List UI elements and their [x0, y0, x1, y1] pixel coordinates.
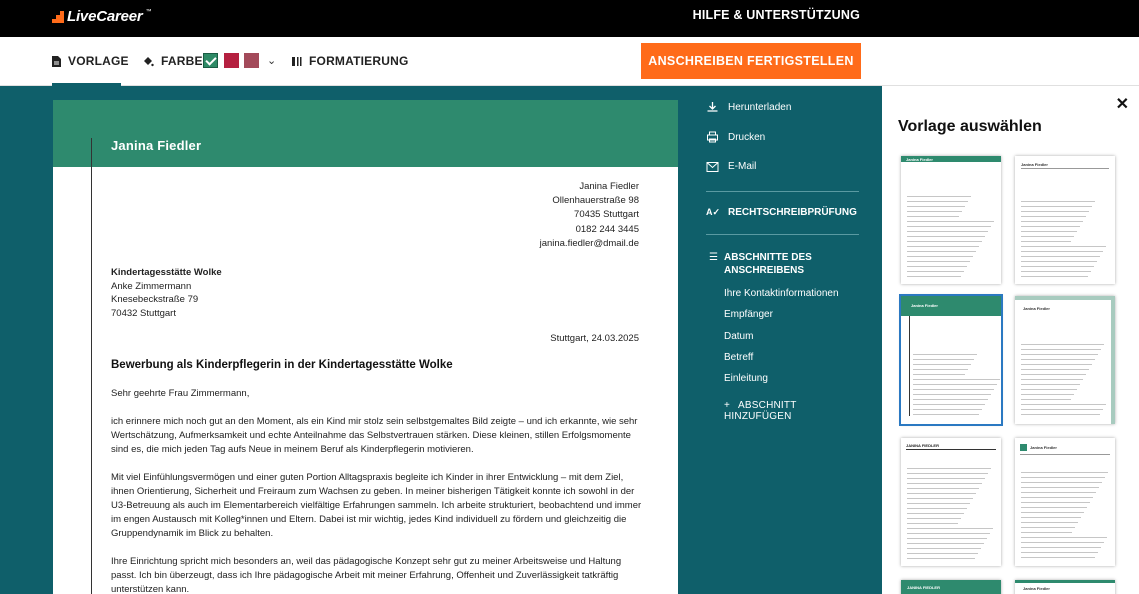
thumbnail-text-line: [1021, 354, 1098, 355]
template-thumbnail[interactable]: Janina Fiedler: [1015, 438, 1115, 566]
section-link[interactable]: Ihre Kontaktinformationen: [724, 288, 839, 299]
thumbnail-text-line: [907, 528, 993, 529]
thumbnail-text-line: [913, 409, 982, 410]
thumbnail-text-line: [1021, 542, 1104, 543]
template-tab[interactable]: [52, 54, 129, 68]
thumbnail-text-line: [1021, 379, 1083, 380]
salutation: Sehr geehrte Frau Zimmermann,: [111, 388, 250, 399]
thumbnail-text-line: [907, 473, 988, 474]
formatting-icon: [292, 56, 302, 67]
editor-toolbar: [0, 37, 1139, 86]
formatting-tab-label: FORMATIERUNG: [309, 54, 409, 68]
list-icon: ☰: [709, 252, 718, 263]
sender-email: janina.fiedler@dmail.de: [539, 237, 639, 249]
thumbnail-text-line: [1021, 231, 1077, 232]
thumbnail-text-line: [907, 483, 982, 484]
thumbnail-text-line: [913, 369, 968, 370]
paragraph-1: ich erinnere mich noch gut an den Moment, als ein Kind mir stolz sein selbstgemaltes Bild zeigte – und ich erkannte, wie sehr Wertschätzung, Aufmerksamkeit und echte Anteilnahme das Selbstvertrauen stärken. Diese kleinen, stillen Erfolgsmomente sind es, die mich jeden Tag aufs Neue in meinem Beruf als Kinderpflegerin motivieren.: [111, 416, 638, 455]
plus-icon: +: [724, 400, 731, 411]
thumbnail-text-line: [1021, 482, 1102, 483]
thumbnail-text-line: [907, 276, 961, 277]
thumbnail-text-line: [1021, 497, 1093, 498]
thumbnail-text-line: [1021, 507, 1087, 508]
thumbnail-text-line: [1021, 271, 1091, 272]
add-section-button[interactable]: [724, 400, 859, 422]
thumbnail-text-line: [1021, 369, 1089, 370]
thumbnail-text-line: [907, 493, 976, 494]
color-tab[interactable]: [143, 54, 203, 68]
section-link[interactable]: Empfänger: [724, 309, 773, 320]
thumbnail-text-line: [1021, 394, 1074, 395]
thumbnail-text-line: [1021, 389, 1077, 390]
top-bar: [0, 0, 1139, 37]
color-swatch-mauve[interactable]: [244, 53, 259, 68]
thumbnail-text-line: [907, 226, 991, 227]
thumbnail-text-line: [1021, 246, 1106, 247]
color-swatch-red[interactable]: [224, 53, 239, 68]
thumbnail-text-line: [1021, 557, 1095, 558]
thumbnail-text-line: [907, 251, 976, 252]
thumbnail-text-line: [1021, 487, 1099, 488]
thumbnail-text-line: [907, 538, 987, 539]
color-swatch-green[interactable]: [203, 53, 218, 68]
thumbnail-text-line: [907, 221, 994, 222]
thumbnail-text-line: [907, 558, 975, 559]
active-tab-underline: [52, 83, 121, 86]
thumbnail-text-line: [1021, 532, 1072, 533]
thumbnail-text-line: [1021, 201, 1095, 202]
thumbnail-text-line: [913, 404, 985, 405]
thumbnail-text-line: [913, 354, 977, 355]
cover-letter-preview[interactable]: [53, 100, 678, 594]
thumbnail-text-line: [907, 508, 967, 509]
thumbnail-text-line: [907, 206, 965, 207]
thumbnail-text-line: [907, 231, 988, 232]
download-action[interactable]: [706, 101, 791, 113]
thumbnail-text-line: [1021, 512, 1084, 513]
thumbnail-text-line: [907, 513, 964, 514]
document-vertical-rule: [91, 138, 92, 594]
sender-phone: 0182 244 3445: [575, 223, 639, 235]
thumbnail-text-line: [913, 394, 991, 395]
thumbnail-text-line: [1021, 522, 1078, 523]
thumbnail-text-line: [907, 271, 964, 272]
spellcheck-label: RECHTSCHREIBPRÜFUNG: [728, 207, 857, 218]
thumbnail-text-line: [907, 211, 962, 212]
thumbnail-text-line: [1021, 349, 1101, 350]
template-panel: [882, 86, 1139, 594]
document-icon: [52, 56, 61, 67]
thumbnail-text-line: [907, 241, 982, 242]
thumbnail-text-line: [1021, 261, 1097, 262]
thumbnail-text-line: [907, 196, 971, 197]
sender-block: [540, 180, 639, 251]
formatting-tab[interactable]: [292, 54, 409, 68]
thumbnail-text-line: [1021, 251, 1103, 252]
thumbnail-text-line: [907, 236, 985, 237]
thumbnail-text-line: [907, 216, 959, 217]
livecareer-logo[interactable]: LiveCareer ™: [52, 8, 152, 25]
thumbnail-text-line: [913, 364, 971, 365]
thumbnail-text-line: [907, 201, 968, 202]
thumbnail-text-line: [1021, 236, 1074, 237]
sender-street: Ollenhauerstraße 98: [552, 195, 639, 207]
thumbnail-text-line: [1021, 211, 1089, 212]
thumbnail-text-line: [907, 503, 970, 504]
divider: [706, 191, 859, 192]
recipient-city: 70432 Stuttgart: [111, 307, 176, 319]
document-name: Janina Fiedler: [111, 138, 202, 153]
thumbnail-text-line: [913, 414, 979, 415]
section-link[interactable]: Betreff: [724, 352, 754, 363]
add-section-label: ABSCHNITT HINZUFÜGEN: [724, 400, 797, 422]
thumbnail-text-line: [907, 548, 981, 549]
sender-name: Janina Fiedler: [579, 181, 639, 192]
template-thumbnail[interactable]: Janina Fiedler: [1015, 156, 1115, 284]
section-link[interactable]: Einleitung: [724, 373, 768, 384]
recipient-block: [111, 266, 222, 320]
recipient-street: Knesebeckstraße 79: [111, 294, 199, 305]
thumbnail-text-line: [1021, 216, 1086, 217]
thumbnail-text-line: [907, 543, 984, 544]
thumbnail-text-line: [1021, 374, 1086, 375]
thumbnail-text-line: [907, 518, 961, 519]
thumbnail-text-line: [1021, 384, 1080, 385]
sender-city: 70435 Stuttgart: [574, 209, 639, 221]
template-thumbnail[interactable]: Janina Fiedler: [901, 156, 1001, 284]
thumbnail-text-line: [907, 478, 985, 479]
divider: [706, 234, 859, 235]
recipient-person: Anke Zimmermann: [111, 280, 192, 292]
thumbnail-text-line: [907, 256, 973, 257]
thumbnail-text-line: [913, 399, 988, 400]
template-thumbnail-selected[interactable]: Janina Fiedler: [901, 296, 1001, 424]
envelope-icon: [706, 162, 719, 172]
letter-subject: Bewerbung als Kinderpflegerin in der Kindertagesstätte Wolke: [111, 359, 453, 371]
thumbnail-text-line: [1021, 409, 1103, 410]
paragraph-2: Mit viel Einfühlungsvermögen und einer guten Portion Alltagspraxis begleite ich Kinder in ihrer Entwicklung – mit dem Ziel, ihnen Orientierung, Sicherheit und Freiraum zum Wachsen zu geben. In meiner bisherigen Tätigkeit konnte ich sowohl in der U3-Betreuung als auch im Elementarbereich vielfältige Erfahrungen sammeln. Ich arbeite strukturiert, beobachtend und immer im engen Austausch mit Kolleg*innen und Eltern. Dabei ist mir wichtig, jedes Kind individuell zu fördern und gleichzeitig die Gruppendynamik im Blick zu behalten.: [111, 472, 642, 539]
thumbnail-text-line: [1021, 404, 1106, 405]
thumbnail-text-line: [907, 261, 970, 262]
close-icon[interactable]: ✕: [1115, 96, 1129, 113]
printer-icon: [706, 131, 719, 143]
thumbnail-text-line: [1021, 221, 1083, 222]
print-label: Drucken: [728, 131, 766, 143]
help-support-link[interactable]: HILFE & UNTERSTÜTZUNG: [692, 8, 860, 22]
thumbnail-text-line: [1021, 517, 1081, 518]
spellcheck-action[interactable]: [706, 207, 857, 218]
letter-body: [111, 387, 646, 594]
letter-date: Stuttgart, 24.03.2025: [550, 333, 639, 344]
thumbnail-text-line: [1021, 492, 1096, 493]
thumbnail-text-line: [913, 374, 965, 375]
section-link[interactable]: Datum: [724, 331, 754, 342]
thumbnail-text-line: [907, 533, 990, 534]
logo-text: LiveCareer: [67, 8, 143, 25]
template-thumbnail[interactable]: Janina Fiedler: [1015, 580, 1115, 594]
thumbnail-text-line: [1021, 206, 1092, 207]
template-thumbnail[interactable]: JANINA FIEDLER: [901, 438, 1001, 566]
thumbnail-text-line: [1021, 552, 1098, 553]
thumbnail-text-line: [913, 379, 1000, 380]
paragraph-3: Ihre Einrichtung spricht mich besonders an, weil das pädagogische Konzept sehr gut zu meiner Arbeitsweise und Haltung passt. Ich bin überzeugt, dass ich Ihre pädagogische Arbeit mit meiner Erfahrung, Offenheit und Zuverlässigkeit tatkräftig unterstützen kann.: [111, 556, 622, 594]
email-action[interactable]: [706, 161, 756, 172]
thumbnail-text-line: [1021, 256, 1100, 257]
thumbnail-text-line: [1021, 472, 1108, 473]
thumbnail-text-line: [1021, 359, 1095, 360]
finish-cover-letter-button[interactable]: ANSCHREIBEN FERTIGSTELLEN: [641, 43, 861, 79]
thumbnail-text-line: [907, 498, 973, 499]
thumbnail-text-line: [1021, 276, 1088, 277]
thumbnail-text-line: [913, 384, 997, 385]
thumbnail-text-line: [1021, 241, 1071, 242]
thumbnail-text-line: [1021, 537, 1107, 538]
recipient-company: Kindertagesstätte Wolke: [111, 267, 222, 278]
thumbnail-text-line: [907, 266, 967, 267]
document-header: [53, 100, 678, 167]
thumbnail-text-line: [1021, 266, 1094, 267]
print-action[interactable]: [706, 131, 765, 143]
template-panel-title: Vorlage auswählen: [898, 118, 1042, 135]
thumbnail-text-line: [1021, 477, 1105, 478]
thumbnail-text-line: [907, 468, 991, 469]
spellcheck-icon: A✓: [706, 207, 721, 217]
thumbnail-text-line: [1021, 226, 1080, 227]
thumbnail-text-line: [1021, 527, 1075, 528]
download-icon: [706, 101, 719, 113]
chevron-down-icon[interactable]: ⌄: [267, 55, 277, 67]
email-label: E-Mail: [728, 161, 757, 172]
thumbnail-text-line: [1021, 399, 1071, 400]
thumbnail-text-line: [907, 523, 958, 524]
thumbnail-text-line: [907, 246, 979, 247]
template-tab-label: VORLAGE: [68, 54, 129, 68]
thumbnail-text-line: [907, 553, 978, 554]
thumbnail-text-line: [1021, 502, 1090, 503]
color-tab-label: FARBE: [161, 54, 203, 68]
thumbnail-text-line: [1021, 414, 1100, 415]
paint-bucket-icon: [143, 56, 154, 67]
thumbnail-text-line: [913, 389, 994, 390]
template-thumbnail[interactable]: JANINA FIEDLER: [901, 580, 1001, 594]
thumbnail-text-line: [1021, 547, 1101, 548]
thumbnail-text-line: [1021, 364, 1092, 365]
sections-heading: ABSCHNITTE DES ANSCHREIBENS: [724, 252, 812, 276]
thumbnail-text-line: [913, 359, 974, 360]
thumbnail-text-line: [1021, 344, 1104, 345]
logo-mark-icon: [52, 11, 64, 23]
download-label: Herunterladen: [728, 101, 792, 113]
thumbnail-text-line: [907, 488, 979, 489]
template-thumbnail[interactable]: Janina Fiedler: [1015, 296, 1115, 424]
